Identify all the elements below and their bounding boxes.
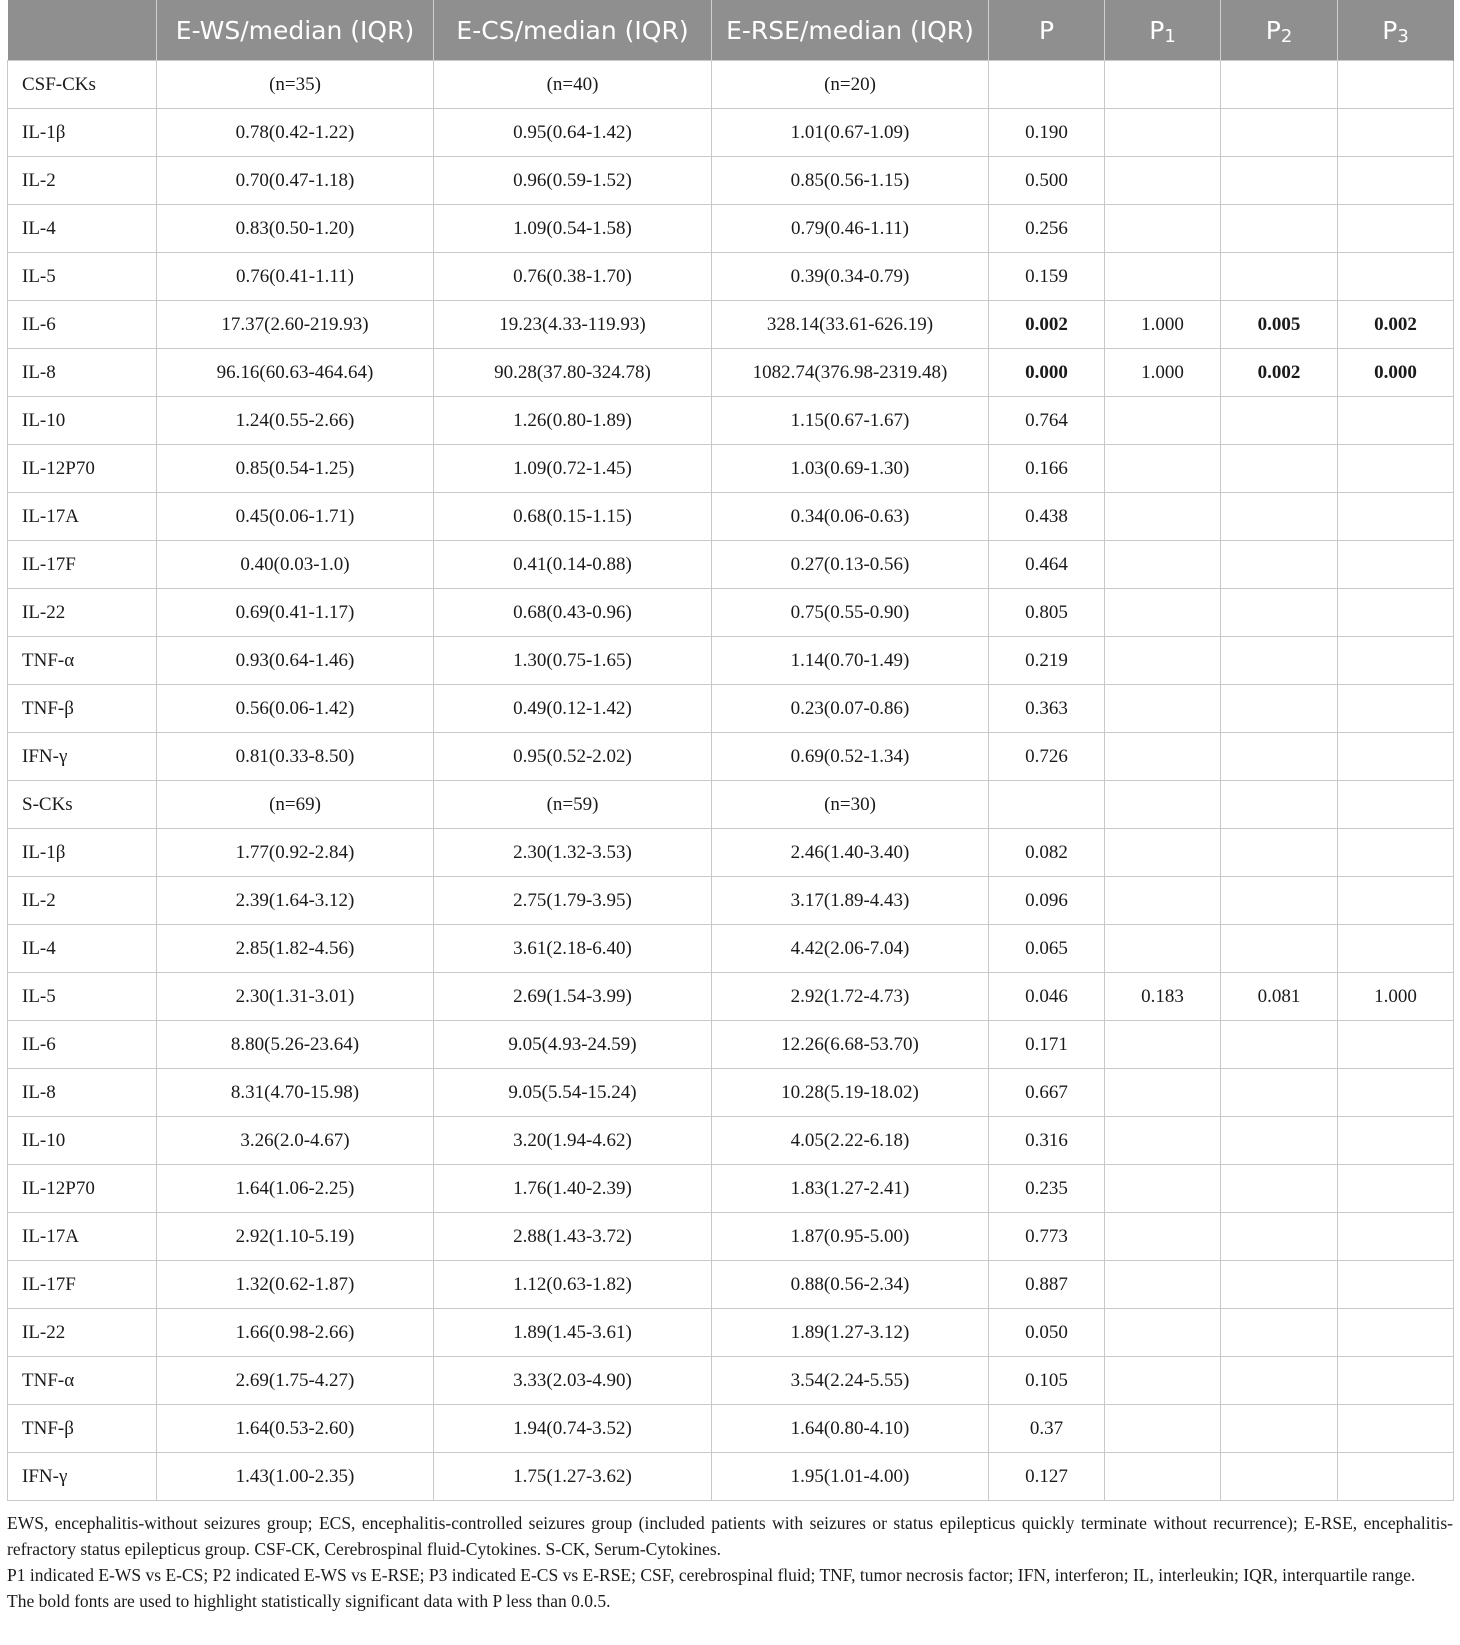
row-label-cell: IL-6	[8, 1021, 157, 1069]
table-cell: 0.805	[989, 589, 1105, 637]
column-header	[712, 1, 989, 61]
table-cell: 0.34(0.06-0.63)	[712, 493, 989, 541]
table-cell	[1221, 1357, 1338, 1405]
row-label-cell: IL-17A	[8, 493, 157, 541]
table-row	[8, 637, 1454, 685]
table-cell: 0.002	[1221, 349, 1338, 397]
column-header	[1105, 1, 1221, 61]
table-cell: 0.082	[989, 829, 1105, 877]
table-cell	[1338, 685, 1454, 733]
table-cell: 3.20(1.94-4.62)	[434, 1117, 712, 1165]
table-cell: (n=35)	[157, 61, 434, 109]
row-label-cell: IFN-γ	[8, 1453, 157, 1501]
table-cell: 2.75(1.79-3.95)	[434, 877, 712, 925]
table-cell	[1105, 1453, 1221, 1501]
table-cell: 1.89(1.45-3.61)	[434, 1309, 712, 1357]
table-cell: 0.96(0.59-1.52)	[434, 157, 712, 205]
table-cell: 0.183	[1105, 973, 1221, 1021]
table-cell	[1105, 205, 1221, 253]
table-cell: 3.54(2.24-5.55)	[712, 1357, 989, 1405]
table-cell	[1338, 493, 1454, 541]
table-row	[8, 157, 1454, 205]
table-cell	[1338, 1453, 1454, 1501]
column-header-text: P	[1038, 16, 1055, 45]
table-cell: 0.316	[989, 1117, 1105, 1165]
table-cell: (n=40)	[434, 61, 712, 109]
table-row	[8, 877, 1454, 925]
row-label-cell: IL-22	[8, 1309, 157, 1357]
table-row	[8, 1165, 1454, 1213]
row-label-cell: IL-10	[8, 397, 157, 445]
row-label-cell: S-CKs	[8, 781, 157, 829]
table-cell: 0.81(0.33-8.50)	[157, 733, 434, 781]
table-cell: 0.726	[989, 733, 1105, 781]
table-cell	[1338, 205, 1454, 253]
table-cell	[1221, 1453, 1338, 1501]
table-footnotes	[7, 1510, 1453, 1614]
table-cell: 0.190	[989, 109, 1105, 157]
row-label-cell: TNF-α	[8, 1357, 157, 1405]
table-row	[8, 109, 1454, 157]
table-cell	[1221, 829, 1338, 877]
table-cell: 17.37(2.60-219.93)	[157, 301, 434, 349]
table-cell	[1338, 1261, 1454, 1309]
table-cell: 10.28(5.19-18.02)	[712, 1069, 989, 1117]
table-cell	[1221, 253, 1338, 301]
table-cell: 2.39(1.64-3.12)	[157, 877, 434, 925]
table-container	[7, 0, 1453, 1501]
table-cell: 0.363	[989, 685, 1105, 733]
row-label-cell: TNF-β	[8, 1405, 157, 1453]
table-cell: 0.78(0.42-1.22)	[157, 109, 434, 157]
column-header	[1221, 1, 1338, 61]
table-cell: 0.000	[989, 349, 1105, 397]
table-cell	[1338, 445, 1454, 493]
footnote: The bold fonts are used to highlight statistically significant data with P less than 0.0.5.	[7, 1591, 611, 1611]
row-label-cell: IL-10	[8, 1117, 157, 1165]
table-cell: 0.70(0.47-1.18)	[157, 157, 434, 205]
table-cell: 0.166	[989, 445, 1105, 493]
table-cell: 0.002	[989, 301, 1105, 349]
table-cell: 0.887	[989, 1261, 1105, 1309]
row-label-cell: IL-8	[8, 1069, 157, 1117]
cytokine-table	[7, 0, 1454, 1501]
table-cell	[1105, 685, 1221, 733]
row-label-cell: IL-12P70	[8, 1165, 157, 1213]
column-header	[434, 1, 712, 61]
table-cell	[1105, 445, 1221, 493]
table-row	[8, 1453, 1454, 1501]
table-row	[8, 781, 1454, 829]
table-cell	[1105, 1405, 1221, 1453]
table-cell: 0.773	[989, 1213, 1105, 1261]
table-cell: 0.41(0.14-0.88)	[434, 541, 712, 589]
table-cell: 0.127	[989, 1453, 1105, 1501]
table-row	[8, 61, 1454, 109]
table-cell	[1105, 253, 1221, 301]
table-cell	[1221, 733, 1338, 781]
table-cell	[1221, 1309, 1338, 1357]
table-cell	[1105, 1213, 1221, 1261]
table-cell: 1.24(0.55-2.66)	[157, 397, 434, 445]
row-label-cell: IL-1β	[8, 829, 157, 877]
table-cell: (n=59)	[434, 781, 712, 829]
table-cell: 0.002	[1338, 301, 1454, 349]
table-cell	[1338, 1165, 1454, 1213]
header-row	[8, 1, 1454, 61]
table-cell	[1338, 1213, 1454, 1261]
table-cell	[1105, 589, 1221, 637]
table-cell	[1221, 157, 1338, 205]
table-cell: 1.64(1.06-2.25)	[157, 1165, 434, 1213]
row-label-cell: TNF-β	[8, 685, 157, 733]
table-cell: 19.23(4.33-119.93)	[434, 301, 712, 349]
table-cell: 0.000	[1338, 349, 1454, 397]
table-row	[8, 1261, 1454, 1309]
row-label-cell: TNF-α	[8, 637, 157, 685]
table-cell	[1338, 253, 1454, 301]
table-cell: 2.92(1.10-5.19)	[157, 1213, 434, 1261]
table-cell: 1.000	[1105, 301, 1221, 349]
table-cell: 4.05(2.22-6.18)	[712, 1117, 989, 1165]
table-row	[8, 1069, 1454, 1117]
table-row	[8, 349, 1454, 397]
column-header-text: E-RSE/median (IQR)	[726, 16, 974, 45]
table-cell	[1105, 61, 1221, 109]
table-cell: 1.75(1.27-3.62)	[434, 1453, 712, 1501]
row-label-cell: IL-5	[8, 973, 157, 1021]
footnote: EWS, encephalitis-without seizures group; ECS, encephalitis-controlled seizures group (included patients with seizures or status epilepticus quickly terminate without recurrence); E-RSE, encephalitis-refractory status epilepticus group. CSF-CK, Cerebrospinal fluid-Cytokines. S-CK, Serum-Cytokines.	[7, 1513, 1453, 1559]
table-cell: 1.83(1.27-2.41)	[712, 1165, 989, 1213]
row-label-cell: IL-17F	[8, 1261, 157, 1309]
table-cell: 3.17(1.89-4.43)	[712, 877, 989, 925]
table-cell	[1338, 157, 1454, 205]
column-header	[8, 1, 157, 61]
table-cell	[1105, 637, 1221, 685]
table-cell: (n=69)	[157, 781, 434, 829]
table-cell	[1221, 1069, 1338, 1117]
table-cell: 0.75(0.55-0.90)	[712, 589, 989, 637]
table-cell: 0.438	[989, 493, 1105, 541]
table-cell: 1.15(0.67-1.67)	[712, 397, 989, 445]
table-cell: 2.30(1.32-3.53)	[434, 829, 712, 877]
table-cell: 1.000	[1105, 349, 1221, 397]
table-cell: 0.45(0.06-1.71)	[157, 493, 434, 541]
table-cell	[1338, 1117, 1454, 1165]
table-cell	[1105, 1165, 1221, 1213]
row-label-cell: IL-17A	[8, 1213, 157, 1261]
table-row	[8, 253, 1454, 301]
table-cell: 0.105	[989, 1357, 1105, 1405]
column-header-text: P	[1265, 16, 1281, 45]
table-cell	[1338, 733, 1454, 781]
table-cell	[1221, 589, 1338, 637]
table-cell: 1.66(0.98-2.66)	[157, 1309, 434, 1357]
table-cell: 0.76(0.38-1.70)	[434, 253, 712, 301]
row-label-cell: IL-5	[8, 253, 157, 301]
table-cell: 2.88(1.43-3.72)	[434, 1213, 712, 1261]
table-cell: 0.081	[1221, 973, 1338, 1021]
table-cell: 0.23(0.07-0.86)	[712, 685, 989, 733]
table-cell	[1338, 61, 1454, 109]
table-row	[8, 1117, 1454, 1165]
table-cell: 0.667	[989, 1069, 1105, 1117]
table-row	[8, 829, 1454, 877]
table-cell: 0.096	[989, 877, 1105, 925]
column-header	[157, 1, 434, 61]
table-cell: 0.005	[1221, 301, 1338, 349]
table-cell: 328.14(33.61-626.19)	[712, 301, 989, 349]
table-row	[8, 1021, 1454, 1069]
table-cell: (n=20)	[712, 61, 989, 109]
table-cell: 0.37	[989, 1405, 1105, 1453]
table-cell	[1338, 877, 1454, 925]
table-cell: 0.39(0.34-0.79)	[712, 253, 989, 301]
column-header-text: E-WS/median (IQR)	[175, 16, 415, 45]
table-cell: 1.77(0.92-2.84)	[157, 829, 434, 877]
table-cell	[1105, 1117, 1221, 1165]
table-cell	[1105, 1261, 1221, 1309]
table-cell: 0.76(0.41-1.11)	[157, 253, 434, 301]
table-cell	[1221, 637, 1338, 685]
table-row	[8, 541, 1454, 589]
table-body	[8, 61, 1454, 1501]
table-cell: 1.64(0.53-2.60)	[157, 1405, 434, 1453]
table-cell	[1105, 1357, 1221, 1405]
table-cell	[1338, 925, 1454, 973]
table-cell	[1221, 685, 1338, 733]
table-row	[8, 733, 1454, 781]
table-cell	[1338, 1405, 1454, 1453]
row-label-cell: IL-6	[8, 301, 157, 349]
table-cell: 1.26(0.80-1.89)	[434, 397, 712, 445]
table-cell: 1.14(0.70-1.49)	[712, 637, 989, 685]
table-cell: 9.05(5.54-15.24)	[434, 1069, 712, 1117]
table-cell	[1221, 925, 1338, 973]
table-cell: 1.09(0.54-1.58)	[434, 205, 712, 253]
table-cell: 0.065	[989, 925, 1105, 973]
table-row	[8, 205, 1454, 253]
table-row	[8, 1309, 1454, 1357]
table-cell	[989, 61, 1105, 109]
column-header-subscript: 3	[1397, 26, 1409, 47]
row-label-cell: IL-17F	[8, 541, 157, 589]
table-header	[8, 1, 1454, 61]
table-cell: 0.83(0.50-1.20)	[157, 205, 434, 253]
column-header	[989, 1, 1105, 61]
table-cell	[1221, 877, 1338, 925]
table-row	[8, 685, 1454, 733]
table-row	[8, 973, 1454, 1021]
row-label-cell: IFN-γ	[8, 733, 157, 781]
table-row	[8, 925, 1454, 973]
table-cell	[1221, 205, 1338, 253]
table-cell	[1221, 61, 1338, 109]
column-header-text: E-CS/median (IQR)	[456, 16, 689, 45]
table-cell	[1338, 109, 1454, 157]
table-row	[8, 589, 1454, 637]
row-label-cell: IL-4	[8, 205, 157, 253]
table-cell: 1.89(1.27-3.12)	[712, 1309, 989, 1357]
table-cell	[1105, 733, 1221, 781]
table-cell: 2.85(1.82-4.56)	[157, 925, 434, 973]
table-cell: 1082.74(376.98-2319.48)	[712, 349, 989, 397]
table-cell	[1221, 1021, 1338, 1069]
table-cell: 0.85(0.56-1.15)	[712, 157, 989, 205]
table-cell	[1338, 589, 1454, 637]
row-label-cell: IL-8	[8, 349, 157, 397]
table-cell	[1105, 1309, 1221, 1357]
table-cell	[1338, 1069, 1454, 1117]
table-cell: 1.09(0.72-1.45)	[434, 445, 712, 493]
table-cell: 0.68(0.43-0.96)	[434, 589, 712, 637]
table-cell: 1.76(1.40-2.39)	[434, 1165, 712, 1213]
table-cell	[1105, 877, 1221, 925]
table-cell: 0.69(0.41-1.17)	[157, 589, 434, 637]
table-cell: 0.235	[989, 1165, 1105, 1213]
footnote: P1 indicated E-WS vs E-CS; P2 indicated E-WS vs E-RSE; P3 indicated E-CS vs E-RSE; CSF, cerebrospinal fluid; TNF, tumor necrosis factor; IFN, interferon; IL, interleukin; IQR, interquartile range.	[7, 1565, 1416, 1585]
table-cell	[1338, 781, 1454, 829]
table-cell	[1338, 1021, 1454, 1069]
table-cell: 1.000	[1338, 973, 1454, 1021]
table-cell: 0.500	[989, 157, 1105, 205]
row-label-cell: IL-2	[8, 157, 157, 205]
column-header-text: P	[1149, 16, 1165, 45]
table-cell	[1221, 493, 1338, 541]
table-cell	[1338, 829, 1454, 877]
table-cell	[1338, 1357, 1454, 1405]
table-cell: 1.64(0.80-4.10)	[712, 1405, 989, 1453]
table-cell	[989, 781, 1105, 829]
table-cell: 1.03(0.69-1.30)	[712, 445, 989, 493]
table-cell: 2.30(1.31-3.01)	[157, 973, 434, 1021]
row-label-cell: IL-2	[8, 877, 157, 925]
table-cell	[1338, 397, 1454, 445]
table-cell	[1338, 1309, 1454, 1357]
table-row	[8, 397, 1454, 445]
table-cell: 0.85(0.54-1.25)	[157, 445, 434, 493]
table-cell: 2.46(1.40-3.40)	[712, 829, 989, 877]
column-header-subscript: 2	[1280, 26, 1293, 47]
table-cell: 0.256	[989, 205, 1105, 253]
table-cell: 0.764	[989, 397, 1105, 445]
table-cell: 3.33(2.03-4.90)	[434, 1357, 712, 1405]
table-cell	[1221, 541, 1338, 589]
table-cell	[1221, 1405, 1338, 1453]
table-cell: 0.40(0.03-1.0)	[157, 541, 434, 589]
table-row	[8, 1405, 1454, 1453]
table-cell: 0.159	[989, 253, 1105, 301]
table-cell	[1221, 109, 1338, 157]
table-cell	[1105, 829, 1221, 877]
table-cell	[1221, 445, 1338, 493]
table-cell	[1105, 157, 1221, 205]
table-cell: 0.88(0.56-2.34)	[712, 1261, 989, 1309]
table-cell: 0.93(0.64-1.46)	[157, 637, 434, 685]
row-label-cell: IL-1β	[8, 109, 157, 157]
row-label-cell: IL-22	[8, 589, 157, 637]
table-cell	[1105, 1069, 1221, 1117]
row-label-cell: IL-12P70	[8, 445, 157, 493]
table-cell: 1.87(0.95-5.00)	[712, 1213, 989, 1261]
table-cell: 0.171	[989, 1021, 1105, 1069]
table-cell	[1221, 1213, 1338, 1261]
table-cell	[1105, 1021, 1221, 1069]
column-header	[1338, 1, 1454, 61]
table-cell: 1.95(1.01-4.00)	[712, 1453, 989, 1501]
table-cell	[1105, 925, 1221, 973]
table-cell: 1.94(0.74-3.52)	[434, 1405, 712, 1453]
table-cell: (n=30)	[712, 781, 989, 829]
table-cell	[1338, 637, 1454, 685]
table-cell: 2.69(1.54-3.99)	[434, 973, 712, 1021]
table-cell: 3.61(2.18-6.40)	[434, 925, 712, 973]
table-cell	[1105, 109, 1221, 157]
table-cell: 0.79(0.46-1.11)	[712, 205, 989, 253]
table-cell	[1105, 541, 1221, 589]
table-cell: 0.56(0.06-1.42)	[157, 685, 434, 733]
table-cell: 12.26(6.68-53.70)	[712, 1021, 989, 1069]
table-cell	[1221, 1117, 1338, 1165]
table-cell: 0.219	[989, 637, 1105, 685]
table-cell	[1221, 1165, 1338, 1213]
table-cell: 0.68(0.15-1.15)	[434, 493, 712, 541]
table-cell	[1105, 493, 1221, 541]
table-cell: 2.69(1.75-4.27)	[157, 1357, 434, 1405]
table-cell: 0.050	[989, 1309, 1105, 1357]
table-cell: 1.30(0.75-1.65)	[434, 637, 712, 685]
table-cell: 0.95(0.52-2.02)	[434, 733, 712, 781]
column-header-subscript: 1	[1164, 26, 1176, 47]
table-cell: 4.42(2.06-7.04)	[712, 925, 989, 973]
table-cell: 0.27(0.13-0.56)	[712, 541, 989, 589]
table-row	[8, 493, 1454, 541]
table-cell: 3.26(2.0-4.67)	[157, 1117, 434, 1165]
table-row	[8, 301, 1454, 349]
table-cell	[1221, 397, 1338, 445]
table-cell: 2.92(1.72-4.73)	[712, 973, 989, 1021]
table-cell: 1.01(0.67-1.09)	[712, 109, 989, 157]
table-cell	[1105, 397, 1221, 445]
table-row	[8, 445, 1454, 493]
table-cell: 0.95(0.64-1.42)	[434, 109, 712, 157]
column-header-text: P	[1382, 16, 1398, 45]
table-cell: 0.69(0.52-1.34)	[712, 733, 989, 781]
table-cell: 8.31(4.70-15.98)	[157, 1069, 434, 1117]
table-row	[8, 1357, 1454, 1405]
table-cell: 96.16(60.63-464.64)	[157, 349, 434, 397]
row-label-cell: CSF-CKs	[8, 61, 157, 109]
table-row	[8, 1213, 1454, 1261]
table-cell: 0.464	[989, 541, 1105, 589]
table-cell: 0.046	[989, 973, 1105, 1021]
table-cell: 1.43(1.00-2.35)	[157, 1453, 434, 1501]
table-cell	[1221, 1261, 1338, 1309]
table-cell: 1.32(0.62-1.87)	[157, 1261, 434, 1309]
table-cell	[1221, 781, 1338, 829]
table-cell	[1338, 541, 1454, 589]
table-cell: 1.12(0.63-1.82)	[434, 1261, 712, 1309]
table-cell: 0.49(0.12-1.42)	[434, 685, 712, 733]
table-cell: 90.28(37.80-324.78)	[434, 349, 712, 397]
table-cell: 8.80(5.26-23.64)	[157, 1021, 434, 1069]
table-cell: 9.05(4.93-24.59)	[434, 1021, 712, 1069]
table-cell	[1105, 781, 1221, 829]
row-label-cell: IL-4	[8, 925, 157, 973]
